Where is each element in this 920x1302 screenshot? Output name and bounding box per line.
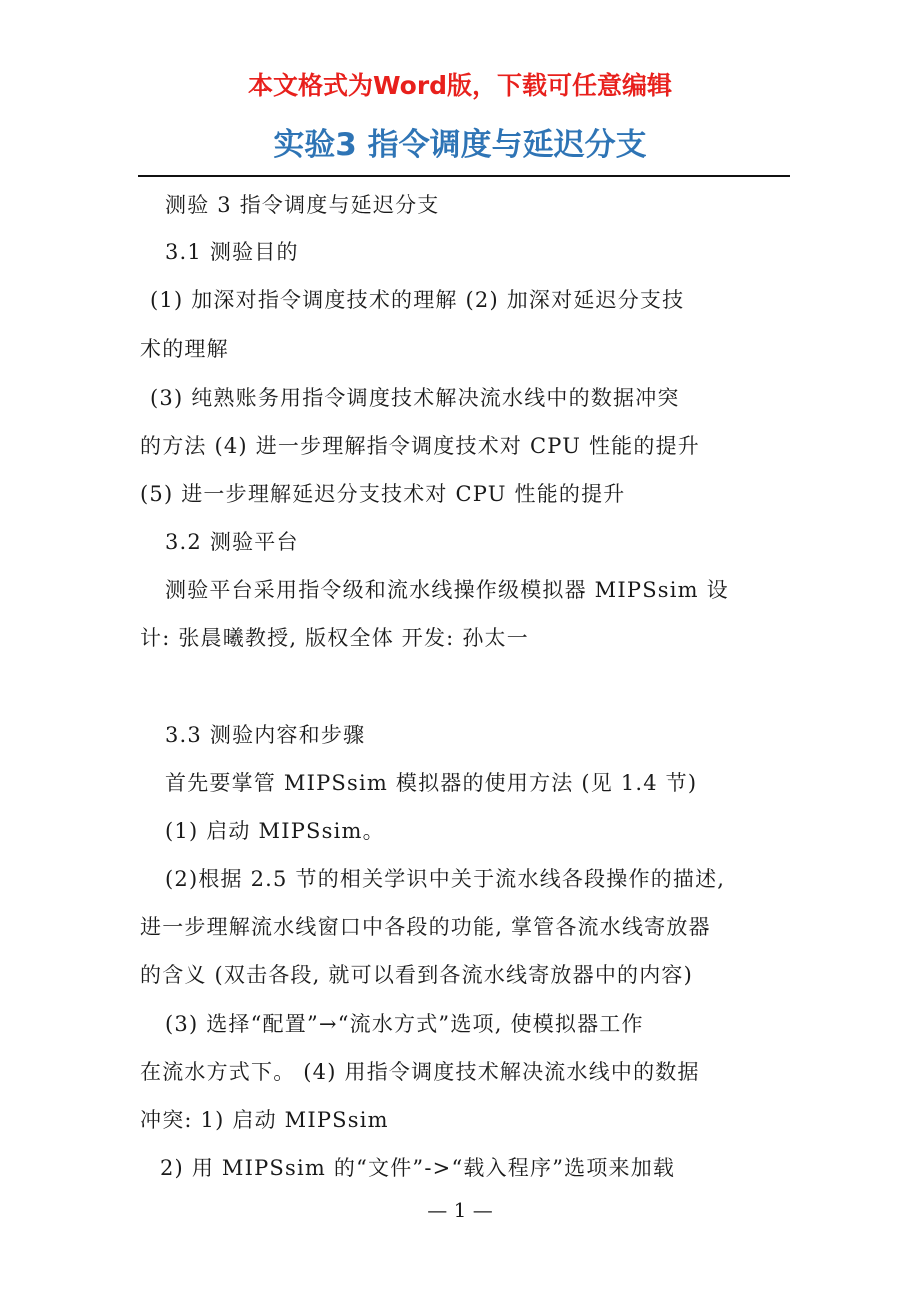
body-line: (3) 选择“配置”→“流水方式”选项, 使模拟器工作 [165, 1012, 644, 1036]
body-line: 首先要掌管 MIPSsim 模拟器的使用方法 (见 1.4 节) [165, 771, 698, 795]
title-divider [138, 175, 790, 177]
body-line: (3) 纯熟账务用指令调度技术解决流水线中的数据冲突 [150, 386, 680, 410]
body-line: (1) 启动 MIPSsim。 [165, 819, 385, 843]
page-number: — 1 — [427, 1198, 493, 1222]
body-line: 术的理解 [140, 337, 229, 361]
body-line: 冲突: 1) 启动 MIPSsim [140, 1108, 389, 1132]
download-banner: 本文格式为Word版，下载可任意编辑 [247, 71, 673, 100]
body-line: 进一步理解流水线窗口中各段的功能, 掌管各流水线寄放器 [140, 915, 711, 939]
body-line: 测验 3 指令调度与延迟分支 [165, 193, 440, 217]
body-line: (5) 进一步理解延迟分支技术对 CPU 性能的提升 [140, 482, 626, 506]
body-line: (2)根据 2.5 节的相关学识中关于流水线各段操作的描述, [165, 867, 726, 891]
body-line: 2) 用 MIPSsim 的“文件”->“载入程序”选项来加载 [160, 1156, 676, 1180]
body-line: 3.1 测验目的 [165, 240, 299, 264]
body-line: 的方法 (4) 进一步理解指令调度技术对 CPU 性能的提升 [140, 434, 700, 458]
body-line: (1) 加深对指令调度技术的理解 (2) 加深对延迟分支技 [150, 288, 685, 312]
document-title: 实验3 指令调度与延迟分支 [273, 127, 647, 163]
body-line: 测验平台采用指令级和流水线操作级模拟器 MIPSsim 设 [165, 578, 729, 602]
body-line: 3.2 测验平台 [165, 530, 299, 554]
body-line: 3.3 测验内容和步骤 [165, 723, 366, 747]
body-line: 的含义 (双击各段, 就可以看到各流水线寄放器中的内容) [140, 963, 694, 987]
body-line: 在流水方式下。 (4) 用指令调度技术解决流水线中的数据 [140, 1060, 700, 1084]
body-line: 计: 张晨曦教授, 版权全体 开发: 孙太一 [140, 626, 529, 650]
